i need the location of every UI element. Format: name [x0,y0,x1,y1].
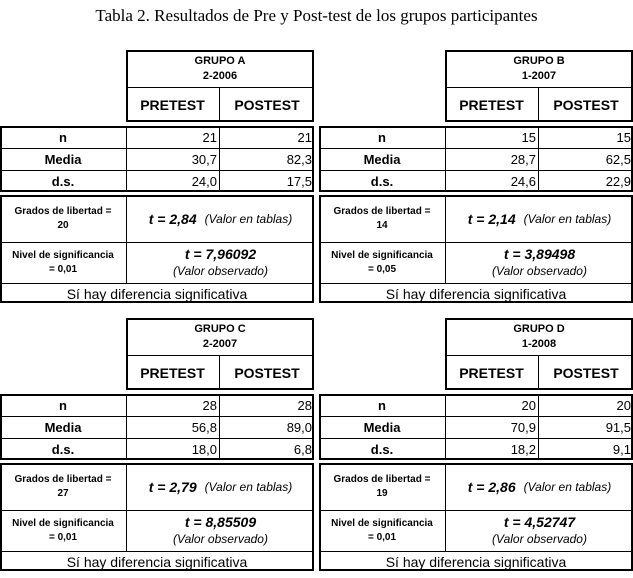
group-header [126,52,314,86]
row-label-n: n [59,398,67,413]
group-panel [0,50,314,310]
posttest-ds: 9,1 [612,441,631,457]
pretest-media: 28,7 [510,152,536,167]
row-label-media: Media [363,152,401,167]
group-period: 1-2007 [521,70,557,82]
group-panel [319,318,633,578]
t-table-note: (Valor en tablas) [523,212,612,226]
group-header [445,320,633,354]
row-label-n: n [378,130,386,145]
significance-label: Nivel de significancia = 0,01 [12,518,114,543]
t-observed-cell [446,511,633,551]
group-header [445,52,633,86]
pretest-media: 56,8 [191,420,217,435]
degrees-freedom-value: 27 [57,488,69,499]
significance-value: = 0,05 [367,264,397,275]
posttest-n: 28 [297,398,312,413]
degrees-freedom-label: Grados de libertad = 19 [333,474,431,499]
posttest-n: 20 [616,398,631,413]
pretest-media: 70,9 [510,420,536,435]
posttest-n: 21 [297,130,312,145]
significance-label: Nivel de significancia = 0,05 [331,250,433,275]
t-table-cell [127,196,314,242]
row-label-ds: d.s. [51,441,75,457]
t-observed-value: t = 8,85509 [184,514,257,530]
pretest-header: PRETEST [459,365,524,381]
significance-value: = 0,01 [48,264,78,275]
t-table-value: t = 2,79 [148,479,197,495]
posttest-ds: 6,8 [293,441,312,457]
t-observed-value: t = 7,96092 [184,246,257,262]
conclusion-text: Sí hay diferencia significativa [385,285,567,302]
pretest-ds: 18,2 [510,441,536,457]
pretest-ds: 24,6 [510,173,536,189]
row-label-media: Media [44,152,82,167]
t-observed-cell [446,243,633,283]
t-table-cell [446,196,633,242]
t-observed-value: t = 4,52747 [503,514,576,530]
group-name: GRUPO B [513,55,565,67]
pretest-n: 28 [202,398,217,413]
t-observed-note: (Valor observado) [173,264,268,278]
group-name: GRUPO A [194,55,246,67]
significance-label: Nivel de significancia = 0,01 [12,250,114,275]
posttest-media: 89,0 [286,420,312,435]
row-label-n: n [378,398,386,413]
t-observed-note: (Valor observado) [492,532,587,546]
t-observed-note: (Valor observado) [173,532,268,546]
t-observed-value: t = 3,89498 [503,246,576,262]
pretest-header: PRETEST [459,97,524,113]
degrees-freedom-value: 14 [376,220,388,231]
group-period: 1-2008 [521,338,557,350]
posttest-header: POSTEST [553,97,619,113]
t-table-value: t = 2,84 [148,211,197,227]
t-table-cell [446,464,633,510]
posttest-header: POSTEST [234,97,300,113]
pretest-n: 15 [521,130,536,145]
conclusion-text: Sí hay diferencia significativa [66,553,248,570]
row-label-ds: d.s. [370,173,394,189]
posttest-header: POSTEST [553,365,619,381]
t-observed-note: (Valor observado) [492,264,587,278]
group-name: GRUPO D [513,323,565,335]
degrees-freedom-label: Grados de libertad = 20 [14,206,112,231]
group-period: 2-2007 [202,338,238,350]
t-table-note: (Valor en tablas) [204,212,293,226]
posttest-media: 82,3 [286,152,312,167]
t-table-note: (Valor en tablas) [523,480,612,494]
t-table-value: t = 2,14 [467,211,516,227]
posttest-ds: 17,5 [286,173,312,189]
row-label-ds: d.s. [370,441,394,457]
group-name: GRUPO C [194,323,246,335]
degrees-freedom-value: 20 [57,220,69,231]
group-header [126,320,314,354]
pretest-header: PRETEST [140,97,205,113]
group-panel [0,318,314,578]
pretest-ds: 24,0 [191,173,217,189]
t-observed-cell [127,511,314,551]
pretest-media: 30,7 [191,152,217,167]
significance-value: = 0,01 [367,532,397,543]
conclusion-text: Sí hay diferencia significativa [66,285,248,302]
posttest-ds: 22,9 [605,173,631,189]
posttest-header: POSTEST [234,365,300,381]
pretest-header: PRETEST [140,365,205,381]
significance-label: Nivel de significancia = 0,01 [331,518,433,543]
group-period: 2-2006 [202,70,238,82]
degrees-freedom-label: Grados de libertad = 27 [14,474,112,499]
row-label-ds: d.s. [51,173,75,189]
pretest-n: 20 [521,398,536,413]
group-panel [319,50,633,310]
degrees-freedom-label: Grados de libertad = 14 [333,206,431,231]
pretest-ds: 18,0 [191,441,217,457]
pretest-n: 21 [202,130,217,145]
row-label-media: Media [363,420,401,435]
degrees-freedom-value: 19 [376,488,388,499]
t-observed-cell [127,243,314,283]
row-label-media: Media [44,420,82,435]
posttest-n: 15 [616,130,631,145]
posttest-media: 62,5 [605,152,631,167]
conclusion-text: Sí hay diferencia significativa [385,553,567,570]
t-table-cell [127,464,314,510]
row-label-n: n [59,130,67,145]
posttest-media: 91,5 [605,420,631,435]
significance-value: = 0,01 [48,532,78,543]
table-title: Tabla 2. Resultados de Pre y Post-test de los grupos participantes [95,6,538,25]
t-table-note: (Valor en tablas) [204,480,293,494]
t-table-value: t = 2,86 [467,479,516,495]
